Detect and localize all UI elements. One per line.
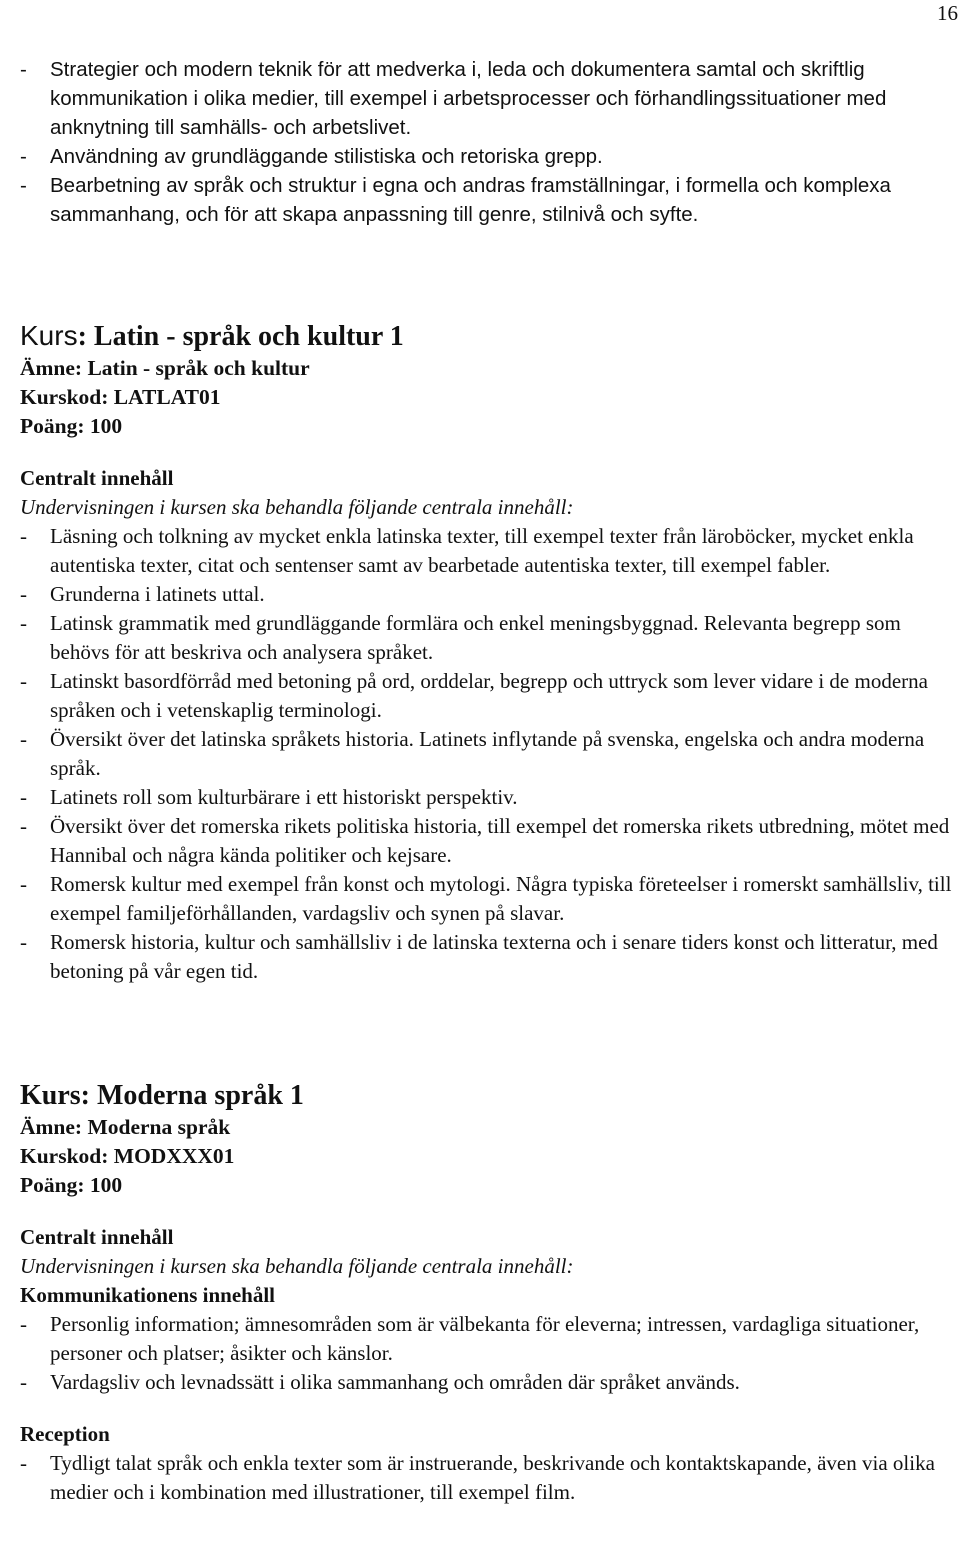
course-subject: Ämne: Moderna språk [20, 1115, 231, 1139]
course-subject: Ämne: Latin - språk och kultur [20, 356, 310, 380]
subsection-heading-reception: Reception [20, 1422, 110, 1446]
course-latin [20, 319, 960, 986]
course-code: Kurskod: MODXXX01 [20, 1144, 235, 1168]
course-label: Kurs [20, 320, 78, 351]
content-list [20, 1310, 960, 1397]
page-number: 16 [937, 1, 958, 25]
list-item: - Romersk historia, kultur och samhällsliv i de latinska texterna och i senare tiders konst och litteratur, med betoning på vår egen tid. [20, 928, 960, 986]
list-item: - Översikt över det latinska språkets historia. Latinets inflytande på svenska, engelska och andra moderna språk. [20, 725, 960, 783]
course-title: Kurs: Moderna språk 1 [20, 1080, 304, 1111]
list-item: - Användning av grundläggande stilistiska och retoriska grepp. [20, 142, 960, 171]
top-content-list [20, 55, 960, 229]
list-item: - Vardagsliv och levnadssätt i olika sammanhang och områden där språket används. [20, 1368, 960, 1397]
list-item: - Latinsk grammatik med grundläggande formlära och enkel meningsbyggnad. Relevanta begrepp som behövs för att beskriva och analysera språket. [20, 609, 960, 667]
course-title-text: : Latin - språk och kultur 1 [77, 321, 404, 352]
list-item: - Grunderna i latinets uttal. [20, 580, 960, 609]
list-item: - Tydligt talat språk och enkla texter som är instruerande, beskrivande och kontaktskapande, även via olika medier och i kombination med illustrationer, till exempel film. [20, 1449, 960, 1507]
subsection-heading-communication: Kommunikationens innehåll [20, 1283, 275, 1307]
list-item: - Strategier och modern teknik för att medverka i, leda och dokumentera samtal och skriftlig kommunikation i olika medier, till exempel i arbetsprocesser och förhandlingssituationer med anknytning till samhälls- och arbetslivet. [20, 55, 960, 142]
course-moderna [20, 1079, 960, 1507]
list-item: - Romersk kultur med exempel från konst och mytologi. Några typiska företeelser i romerskt samhällsliv, till exempel familjeförhållanden, vardagsliv och synen på slavar. [20, 870, 960, 928]
list-item: - Bearbetning av språk och struktur i egna och andras framställningar, i formella och komplexa sammanhang, och för att skapa anpassning till genre, stilnivå och syfte. [20, 171, 960, 229]
course-points: Poäng: 100 [20, 414, 123, 438]
section-intro: Undervisningen i kursen ska behandla följande centrala innehåll: [20, 495, 574, 519]
section-heading: Centralt innehåll [20, 1225, 174, 1249]
section-intro: Undervisningen i kursen ska behandla följande centrala innehåll: [20, 1254, 574, 1278]
course-code: Kurskod: LATLAT01 [20, 385, 221, 409]
list-item: - Läsning och tolkning av mycket enkla latinska texter, till exempel texter från läroböcker, mycket enkla autentiska texter, citat och sentenser samt av bearbetade autentiska texter, till exempel fabler. [20, 522, 960, 580]
list-item: - Personlig information; ämnesområden som är välbekanta för eleverna; intressen, vardagliga situationer, personer och platser; åsikter och känslor. [20, 1310, 960, 1368]
course-points: Poäng: 100 [20, 1173, 123, 1197]
content-list [20, 522, 960, 986]
content-list [20, 1449, 960, 1507]
list-item: - Översikt över det romerska rikets politiska historia, till exempel det romerska rikets utbredning, mötet med Hannibal och några kända politiker och kejsare. [20, 812, 960, 870]
section-heading: Centralt innehåll [20, 466, 174, 490]
list-item: - Latinets roll som kulturbärare i ett historiskt perspektiv. [20, 783, 960, 812]
course-title [20, 319, 960, 354]
list-item: - Latinskt basordförråd med betoning på ord, orddelar, begrepp och uttryck som lever vidare i de moderna språken och i vetenskaplig terminologi. [20, 667, 960, 725]
